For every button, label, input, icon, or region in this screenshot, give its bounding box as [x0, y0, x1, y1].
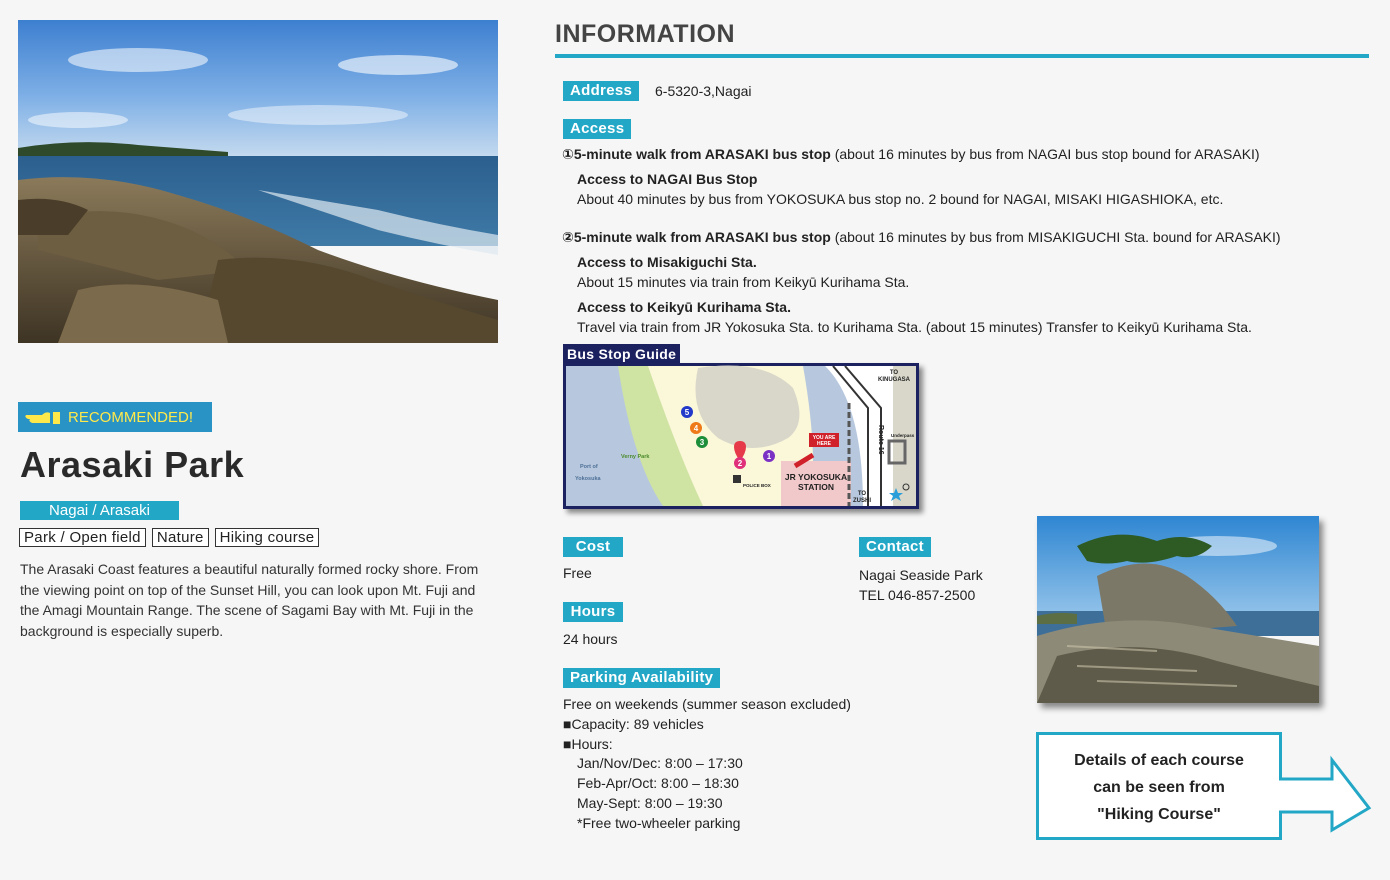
- route2-heading: ②5-minute walk from ARASAKI bus stop: [562, 229, 831, 245]
- map-to-zushi-1: TO: [857, 491, 867, 497]
- route2-detail: (about 16 minutes by bus from MISAKIGUCHI Sta. bound for ARASAKI): [830, 229, 1281, 245]
- bus-stop-guide-label: Bus Stop Guide: [563, 344, 680, 363]
- route2-sub1-text: About 15 minutes via train from Keikyū Kurihama Sta.: [577, 274, 910, 290]
- route1-sub-title: Access to NAGAI Bus Stop: [577, 171, 758, 187]
- parking-line-2: ■Capacity: 89 vehicles: [563, 716, 704, 732]
- access-route-2: [562, 227, 1281, 247]
- category-tags: [19, 528, 319, 547]
- parking-line-4: Jan/Nov/Dec: 8:00 – 17:30: [577, 755, 743, 771]
- parking-line-7: *Free two-wheeler parking: [577, 815, 741, 831]
- parking-label: Parking Availability: [563, 668, 720, 688]
- map-port-1: Port of: [580, 464, 598, 470]
- map-port-2: Yokosuka: [575, 476, 601, 482]
- callout-line-3: "Hiking Course": [1097, 806, 1221, 823]
- access-route-1: [562, 144, 1260, 164]
- stop-label-1: 1: [766, 452, 772, 461]
- hiking-course-callout-text[interactable]: [1044, 747, 1274, 828]
- parking-line-1: Free on weekends (summer season excluded): [563, 696, 851, 712]
- stop-label-2: 2: [737, 459, 743, 468]
- hours-value: 24 hours: [563, 631, 618, 647]
- route2-sub1-title: Access to Misakiguchi Sta.: [577, 254, 757, 270]
- address-label: Address: [563, 81, 639, 101]
- map-police-box: POLICE BOX: [743, 483, 771, 488]
- callout-line-1: Details of each course: [1074, 752, 1244, 769]
- cost-label: Cost: [563, 537, 623, 557]
- cost-value: Free: [563, 565, 592, 581]
- hours-label: Hours: [563, 602, 623, 622]
- contact-tel: TEL 046-857-2500: [859, 587, 976, 603]
- tag-hiking: Hiking course: [215, 528, 320, 547]
- map-station-1: JR YOKOSUKA: [784, 472, 848, 482]
- route2-sub2-text: Travel via train from JR Yokosuka Sta. to Kurihama Sta. (about 15 minutes) Transfer to Keikyū Kurihama Sta.: [577, 319, 1252, 335]
- tag-nature: Nature: [152, 528, 209, 547]
- map-station-2: STATION: [797, 482, 835, 492]
- address-value: 6-5320-3,Nagai: [655, 83, 752, 99]
- map-you-are-here-1: YOU ARE: [812, 435, 836, 441]
- contact-name: Nagai Seaside Park: [859, 567, 983, 583]
- pointing-hand-icon: [24, 408, 62, 426]
- main-photo-arasaki-coast: [18, 20, 498, 343]
- information-divider: [555, 54, 1369, 58]
- stop-label-4: 4: [693, 424, 699, 433]
- map-underpass: Underpass: [891, 433, 915, 438]
- park-description: The Arasaki Coast features a beautiful naturally formed rocky shore. From the viewing point on top of the Sunset Hill, you can look upon Mt. Fuji and the Amagi Mountain Range. The scene of Sagami Bay with Mt. Fuji in the background is especially superb.: [20, 561, 479, 639]
- parking-line-5: Feb-Apr/Oct: 8:00 – 18:30: [577, 775, 739, 791]
- route1-detail: (about 16 minutes by bus from NAGAI bus stop bound for ARASAKI): [830, 146, 1260, 162]
- arrow-right-icon: [1279, 732, 1373, 842]
- map-you-are-here-2: HERE: [817, 441, 831, 447]
- area-tag: Nagai / Arasaki: [20, 501, 179, 520]
- recommended-label: RECOMMENDED!: [68, 408, 194, 426]
- route1-heading: ①5-minute walk from ARASAKI bus stop: [562, 146, 831, 162]
- bus-stop-map: [563, 363, 919, 509]
- map-to-zushi-2: ZUSHI: [853, 498, 871, 504]
- contact-label: Contact: [859, 537, 931, 557]
- callout-line-2: can be seen from: [1093, 779, 1225, 796]
- map-to-kinugasa-2: KINUGASA: [877, 377, 911, 383]
- access-label: Access: [563, 119, 631, 139]
- map-verny-park: Verny Park: [621, 454, 650, 460]
- map-route-16: Route 16: [877, 425, 884, 455]
- information-heading: INFORMATION: [555, 20, 736, 48]
- parking-line-3: ■Hours:: [563, 736, 613, 752]
- page-title: Arasaki Park: [20, 444, 245, 485]
- stop-label-5: 5: [684, 408, 690, 417]
- tag-park: Park / Open field: [19, 528, 146, 547]
- stop-label-3: 3: [699, 438, 705, 447]
- route1-sub-text: About 40 minutes by bus from YOKOSUKA bus stop no. 2 bound for NAGAI, MISAKI HIGASHIOKA, etc.: [577, 191, 1224, 207]
- parking-line-6: May-Sept: 8:00 – 19:30: [577, 795, 723, 811]
- route2-sub2-title: Access to Keikyū Kurihama Sta.: [577, 299, 791, 315]
- rock-photo: [1037, 516, 1319, 703]
- recommended-badge: [18, 402, 212, 432]
- map-to-kinugasa-1: TO: [889, 370, 899, 376]
